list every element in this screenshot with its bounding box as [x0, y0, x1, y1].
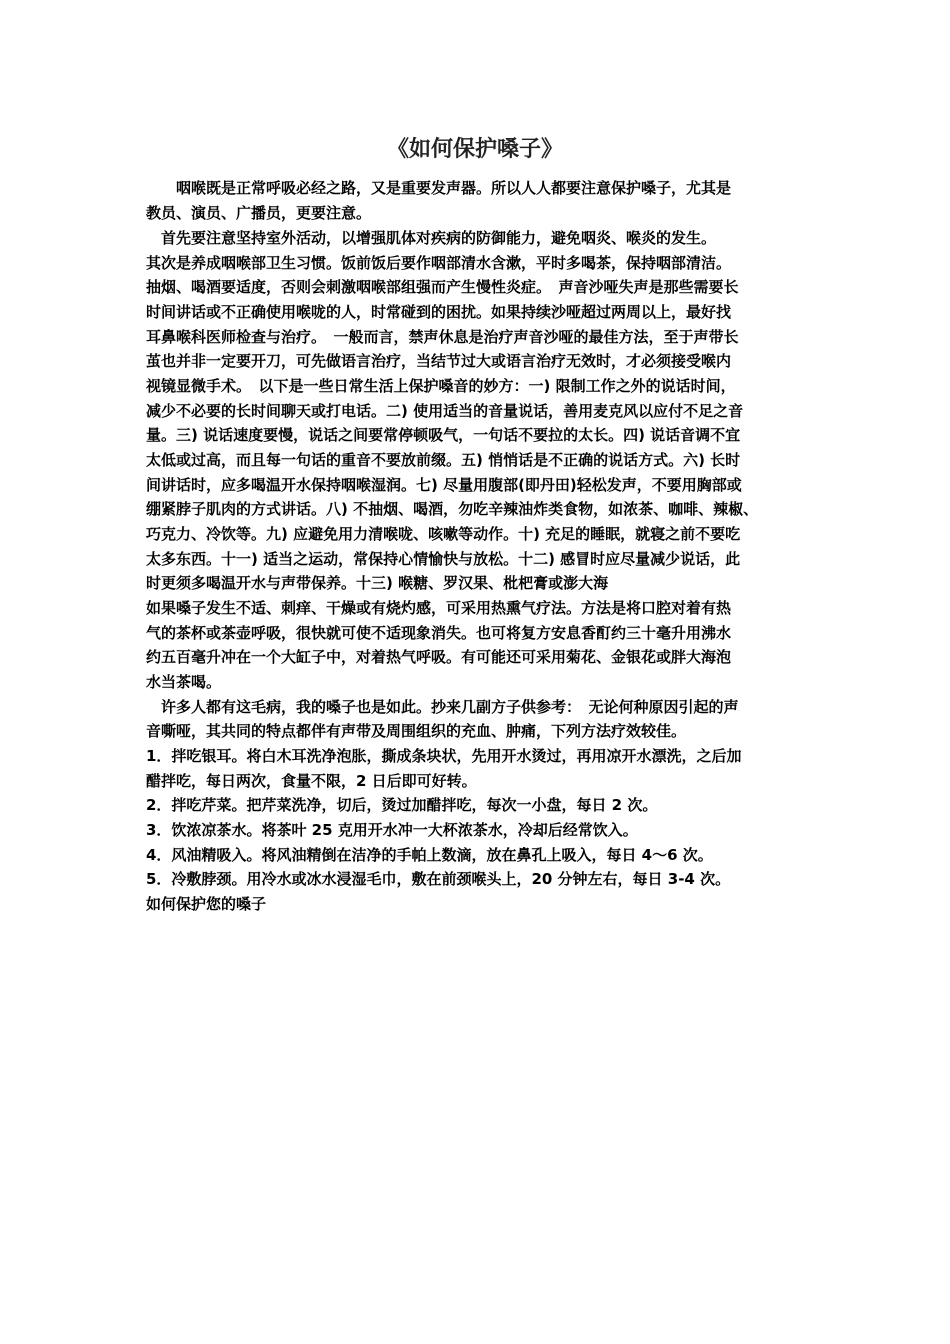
body-line: 太低或过高，而且每一句话的重音不要放前缀。五) 悄悄话是不正确的说话方式。六) 长时	[146, 451, 741, 469]
body-line: 太多东西。十一) 适当之运动，常保持心情愉快与放松。十二) 感冒时应尽量减少说话，此	[146, 550, 741, 568]
body-line: 量。三) 说话速度要慢，说话之间要常停顿吸气，一句话不要拉的太长。四) 说话音调不宜	[146, 426, 741, 444]
list-item: 3．饮浓凉茶水。将茶叶 25 克用开水冲一大杯浓茶水，冷却后经常饮入。	[146, 821, 638, 839]
body-line: 茧也并非一定要开刀，可先做语言治疗，当结节过大或语言治疗无效时，才必须接受喉内	[146, 352, 732, 370]
body-line: 视镜显微手术。 以下是一些日常生活上保护嗓音的妙方：一) 限制工作之外的说话时间，	[146, 377, 736, 395]
body-line: 时更须多喝温开水与声带保养。十三) 喉糖、罗汉果、枇杷膏或澎大海	[146, 574, 609, 592]
body-line: 间讲话时，应多喝温开水保持咽喉湿润。七) 尽量用腹部(即丹田)轻松发声，不要用胸部或	[146, 476, 742, 494]
closing-line: 如何保护您的嗓子	[146, 895, 267, 913]
list-item: 5．冷敷脖颈。用冷水或冰水浸湿毛巾，敷在前颈喉头上，20 分钟左右，每日 3-4 次。	[146, 870, 731, 888]
list-item: 4．风油精吸入。将风油精倒在洁净的手帕上数滴，放在鼻孔上吸入，每日 4～6 次。	[146, 846, 713, 864]
document-title: 《如何保护嗓子》	[386, 137, 563, 162]
body-line: 抽烟、喝酒要适度，否则会刺激咽喉部组强而产生慢性炎症。 声音沙哑失声是那些需要长	[146, 278, 739, 296]
body-line: 首先要注意坚持室外活动，以增强肌体对疾病的防御能力，避免咽炎、喉炎的发生。	[146, 229, 717, 247]
body-line: 气的茶杯或茶壶呼吸，很快就可使不适现象消失。也可将复方安息香酊约三十毫升用沸水	[146, 624, 732, 642]
list-item: 醋拌吃，每日两次，食量不限，2 日后即可好转。	[146, 772, 477, 790]
body-line: 音嘶哑，其共同的特点都伴有声带及周围组织的充血、肿痛，下列方法疗效较佳。	[146, 722, 687, 740]
list-item: 2．拌吃芹菜。把芹菜洗净，切后，烫过加醋拌吃，每次一小盘，每日 2 次。	[146, 796, 658, 814]
body-line: 巧克力、冷饮等。九) 应避免用力清喉咙、咳嗽等动作。十) 充足的睡眠，就寝之前不要吃	[146, 525, 741, 543]
body-line: 约五百毫升冲在一个大缸子中，对着热气呼吸。有可能还可采用菊花、金银花或胖大海泡	[146, 648, 732, 666]
body-line: 许多人都有这毛病，我的嗓子也是如此。抄来几副方子供参考： 无论何种原因引起的声	[146, 698, 739, 716]
body-line: 咽喉既是正常呼吸必经之路，又是重要发声器。所以人人都要注意保护嗓子，尤其是	[146, 179, 732, 197]
body-line: 绷紧脖子肌肉的方式讲话。八) 不抽烟、喝酒，勿吃辛辣油炸类食物，如浓茶、咖啡、辣椒、	[146, 500, 759, 518]
body-line: 如果嗓子发生不适、刺痒、干燥或有烧灼感，可采用热熏气疗法。方法是将口腔对着有热	[146, 599, 732, 617]
body-line: 时间讲话或不正确使用喉咙的人，时常碰到的困扰。如果持续沙哑超过两周以上，最好找	[146, 303, 732, 321]
body-line: 减少不必要的长时间聊天或打电话。二) 使用适当的音量说话，善用麦克风以应付不足之音	[146, 402, 744, 420]
body-line: 耳鼻喉科医师检查与治疗。 一般而言，禁声休息是治疗声音沙哑的最佳方法，至于声带长	[146, 328, 739, 346]
body-line: 教员、演员、广播员，更要注意。	[146, 204, 372, 222]
body-line: 其次是养成咽喉部卫生习惯。饭前饭后要作咽部清水含漱，平时多喝茶，保持咽部清洁。	[146, 254, 732, 272]
body-line: 水当茶喝。	[146, 673, 222, 691]
list-item: 1．拌吃银耳。将白木耳洗净泡胀，撕成条块状，先用开水烫过，再用凉开水漂洗，之后加	[146, 747, 742, 765]
